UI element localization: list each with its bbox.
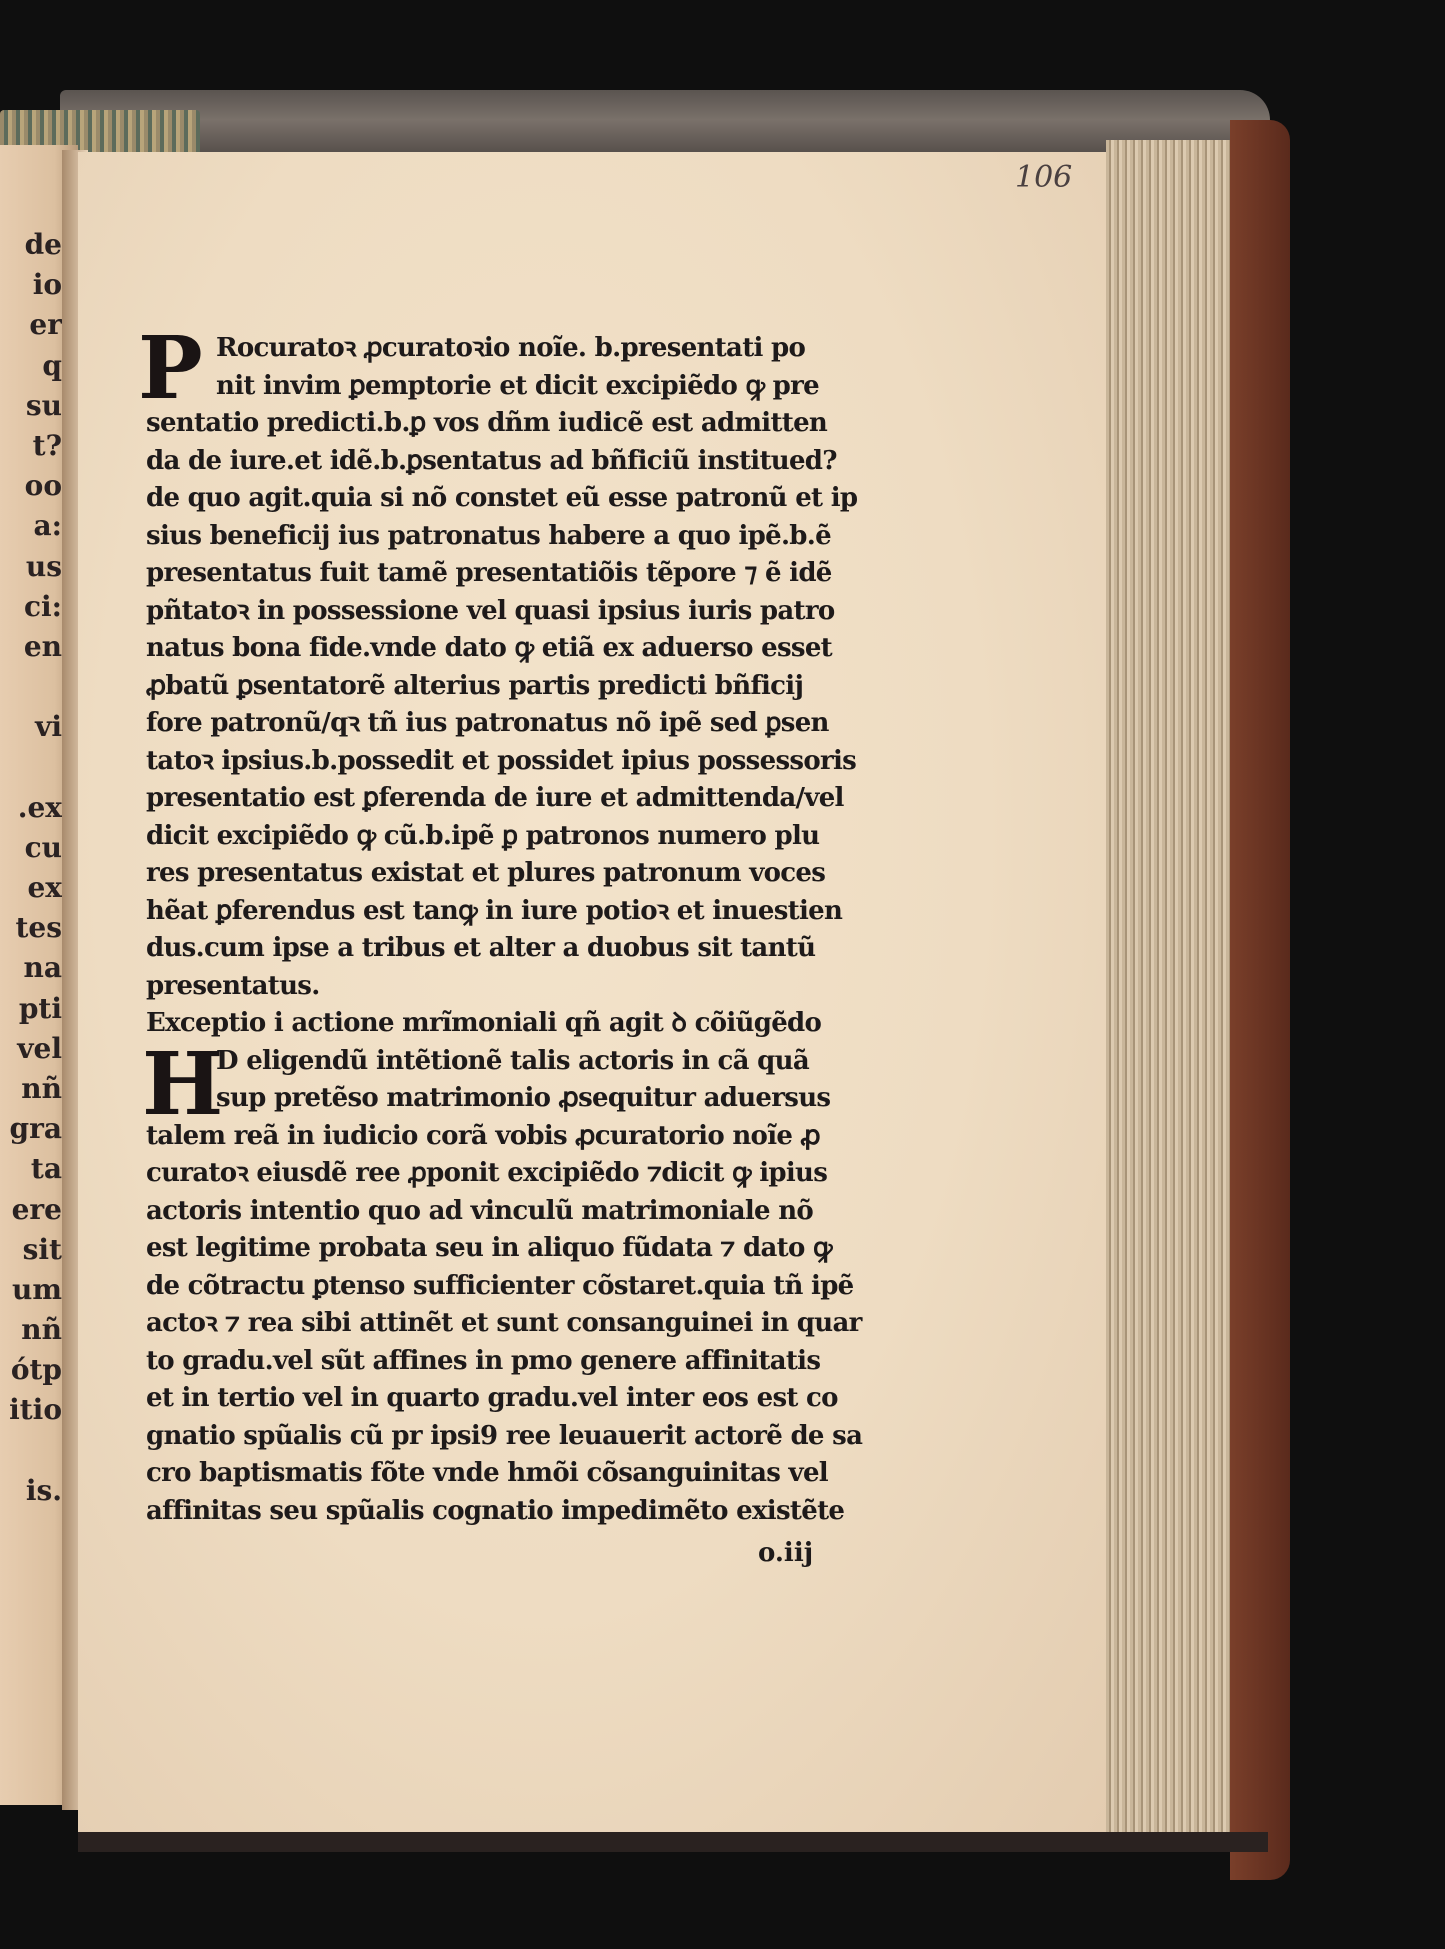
left-page-fragment: gra: [9, 1112, 62, 1146]
left-page-fragment: ci:: [23, 589, 62, 623]
left-page-fragment: io: [32, 268, 62, 302]
left-page-fragment: cu: [24, 830, 62, 864]
text-line: nit invim ꝑemptorie et dicit excipiẽdo ꝙ pre: [216, 370, 819, 401]
left-page-fragment: itio: [9, 1393, 62, 1427]
left-page-fragment: t?: [32, 428, 62, 462]
paragraph-1: [146, 330, 906, 1005]
text-line: hẽat ꝑferendus est tanꝙ in iure potioꝛ et inuestien: [146, 895, 843, 926]
text-line: de cõtractu ꝑtenso sufficienter cõstaret.quia tñ ipẽ: [146, 1270, 854, 1301]
left-page-fragment: ex: [27, 871, 62, 904]
left-page-fragments: [2, 225, 62, 1511]
left-page-fragment: [2, 747, 62, 787]
left-page-fragment: na: [23, 951, 62, 985]
left-page-fragment: vel: [17, 1031, 62, 1065]
text-line: ꝓbatũ ꝑsentatorẽ alterius partis predicti bñficij: [146, 670, 804, 701]
left-page-fragment: nñ: [21, 1313, 62, 1347]
text-line: sentatio predicti.b.ꝑ vos dñm iudicẽ est admitten: [146, 408, 828, 438]
left-page-fragment: su: [25, 388, 62, 422]
left-page-fragment: ótp: [10, 1353, 62, 1387]
text-line: cro baptismatis fõte vnde hmõi cõsanguinitas vel: [146, 1458, 828, 1488]
text-line: gnatio spũalis cũ pr ipsi9 ree leuauerit actorẽ de sa: [146, 1420, 863, 1451]
text-line: talem reã in iudicio corã vobis ꝓcuratorio noĩe ꝓ: [146, 1120, 820, 1151]
text-line: sius beneficij ius patronatus habere a quo ipẽ.b.ẽ: [146, 520, 831, 551]
left-page-fragment: um: [12, 1272, 62, 1306]
text-line: actoris intentio quo ad vinculũ matrimoniale nõ: [146, 1195, 814, 1226]
text-line: affinitas seu spũalis cognatio impedimẽto existẽte: [146, 1495, 845, 1526]
initial-letter-h: H: [142, 1034, 223, 1135]
left-page-fragment: vi: [35, 710, 62, 744]
left-page-fragment: er: [29, 308, 62, 342]
left-page-fragment: is.: [25, 1473, 62, 1507]
left-page-fragment: sit: [22, 1232, 62, 1266]
text-line: pñtatoꝛ in possessione vel quasi ipsius iuris patro: [146, 595, 835, 626]
left-page-fragment: tes: [15, 911, 62, 945]
left-page-fragment: [2, 1431, 62, 1471]
folio-number: 106: [1015, 160, 1073, 195]
left-page-fragment: en: [23, 629, 62, 663]
heading-exceptio: Exceptio i actione mrĩmoniali qñ agit ꝺ cõiũgẽdo: [146, 1008, 822, 1038]
text-line: dicit excipiẽdo ꝙ cũ.b.ipẽ ꝑ patronos numero plu: [146, 820, 820, 851]
text-line: de quo agit.quia si nõ constet eũ esse patronũ et ip: [146, 483, 858, 513]
left-page-fragment: a:: [33, 509, 62, 543]
text-line: Rocuratoꝛ ꝓcuratoꝛio noĩe. b.presentati po: [216, 333, 806, 363]
left-page-fragment: ere: [11, 1192, 62, 1226]
bottom-cover: [78, 1832, 1268, 1852]
text-line: dus.cum ipse a tribus et alter a duobus sit tantũ: [146, 933, 816, 963]
left-page-fragment: pti: [18, 991, 62, 1025]
text-line: fore patronũ/qꝛ tñ ius patronatus nõ ipẽ sed ꝑsen: [146, 708, 829, 738]
signature-mark: o.iij: [758, 1538, 814, 1568]
text-line: et in tertio vel in quarto gradu.vel inter eos est co: [146, 1383, 838, 1413]
text-line: natus bona fide.vnde dato ꝙ etiã ex aduerso esset: [146, 633, 832, 663]
text-line: sup pretẽso matrimonio ꝓsequitur aduersus: [216, 1083, 831, 1113]
left-page-fragment: .ex: [17, 790, 62, 824]
left-page-fragment: oo: [24, 469, 62, 503]
initial-letter-p: P: [138, 318, 202, 419]
text-line: da de iure.et idẽ.b.ꝑsentatus ad bñficiũ institued?: [146, 445, 837, 476]
text-line: curatoꝛ eiusdẽ ree ꝓponit excipiẽdo ⁊dicit ꝙ ipius: [146, 1158, 828, 1188]
left-page-fragment: us: [25, 549, 62, 583]
cover-edge: [1230, 120, 1290, 1880]
text-line: to gradu.vel sũt affines in pmo genere affinitatis: [146, 1345, 821, 1376]
left-page-fragment: [2, 667, 62, 707]
text-line: est legitime probata seu in aliquo fũdata ⁊ dato ꝙ: [146, 1233, 832, 1263]
text-line: presentatus fuit tamẽ presentatiõis tẽpore ⁊ ẽ idẽ: [146, 558, 832, 588]
text-line: tatoꝛ ipsius.b.possedit et possidet ipius possessoris: [146, 745, 857, 776]
text-line: presentatus.: [146, 970, 320, 1001]
text-line: presentatio est ꝑferenda de iure et admittenda/vel: [146, 783, 844, 813]
text-line: res presentatus existat et plures patronum voces: [146, 858, 826, 888]
left-page-fragment: ta: [30, 1152, 62, 1186]
paragraph-2: [146, 1043, 906, 1531]
left-page-fragment: nñ: [21, 1071, 62, 1105]
left-page-fragment: q: [42, 348, 62, 382]
text-block: [138, 318, 906, 1530]
text-line: D eligendũ intẽtionẽ talis actoris in cã quã: [216, 1045, 809, 1076]
left-page-fragment: de: [24, 228, 62, 261]
text-line: actoꝛ ⁊ rea sibi attinẽt et sunt consanguinei in quar: [146, 1308, 862, 1338]
